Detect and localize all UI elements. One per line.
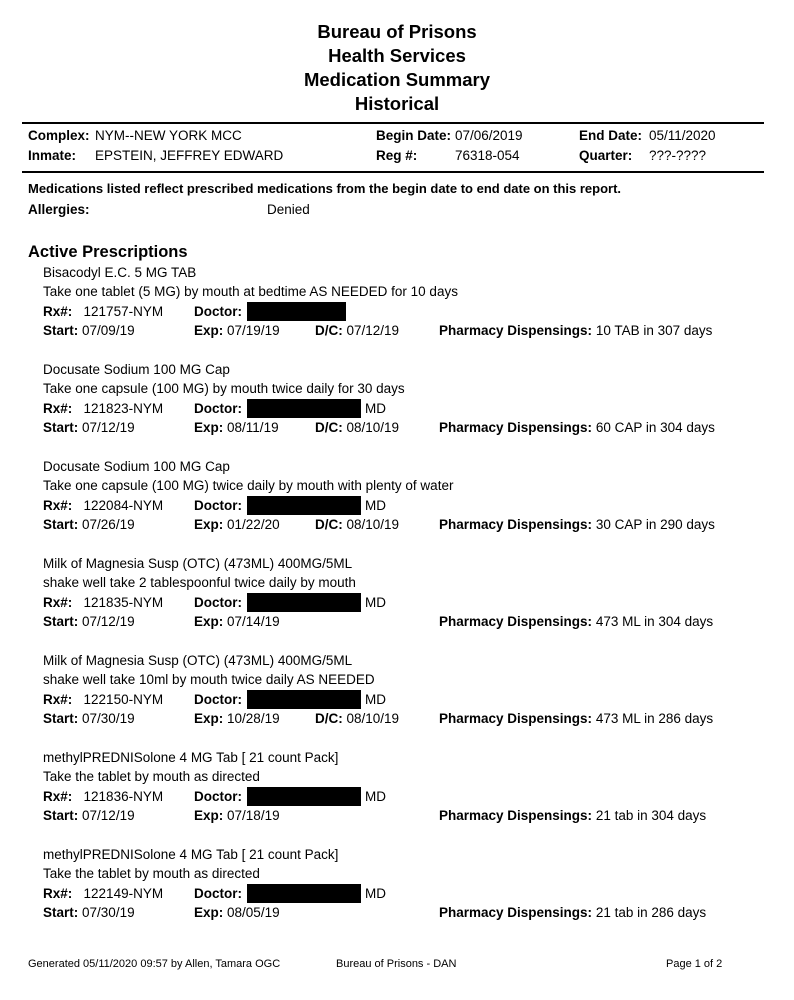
doctor-label: Doctor:: [194, 304, 242, 319]
footer-center: Bureau of Prisons - DAN: [336, 958, 457, 970]
medication-name: Milk of Magnesia Susp (OTC) (473ML) 400MG/5ML: [43, 556, 353, 571]
dispensings-label: Pharmacy Dispensings:: [439, 808, 593, 823]
prescription-entry: [0, 459, 794, 555]
rx-number: 121836-NYM: [83, 789, 164, 804]
start-date: 07/12/19: [82, 808, 135, 823]
exp-label: Exp:: [194, 614, 224, 629]
rx-label: Rx#:: [43, 401, 73, 416]
begin-date-value: 07/06/2019: [455, 128, 523, 143]
rx-number: 121757-NYM: [83, 304, 164, 319]
start-date: 07/30/19: [82, 711, 135, 726]
footer-page-number: Page 1 of 2: [666, 958, 723, 970]
medication-instructions: Take one capsule (100 MG) twice daily by mouth with plenty of water: [43, 478, 454, 493]
title-line-1: Bureau of Prisons: [317, 21, 477, 42]
footer-generated: Generated 05/11/2020 09:57 by Allen, Tamara OGC: [28, 958, 281, 970]
start-date: 07/09/19: [82, 323, 135, 338]
quarter-value: ???-????: [649, 148, 707, 163]
prescription-entry: [0, 750, 794, 846]
doctor-name-redaction: [247, 787, 361, 806]
exp-date: 01/22/20: [227, 517, 280, 532]
start-date: 07/12/19: [82, 614, 135, 629]
dispensings-value: 60 CAP in 304 days: [595, 420, 715, 435]
report-notice: Medications listed reflect prescribed medications from the begin date to end date on this report.: [28, 181, 622, 196]
doctor-credential: MD: [365, 595, 386, 610]
doctor-name-redaction: [247, 399, 361, 418]
dc-date: 08/10/19: [346, 711, 400, 726]
doctor-name-redaction: [247, 496, 361, 515]
dispensings-label: Pharmacy Dispensings:: [439, 711, 593, 726]
dc-label: D/C:: [315, 711, 343, 726]
start-label: Start:: [43, 420, 79, 435]
dispensings-label: Pharmacy Dispensings:: [439, 420, 593, 435]
rx-label: Rx#:: [43, 789, 73, 804]
start-label: Start:: [43, 711, 79, 726]
exp-label: Exp:: [194, 808, 224, 823]
medication-instructions: shake well take 2 tablespoonful twice daily by mouth: [43, 575, 356, 590]
start-label: Start:: [43, 323, 79, 338]
rx-label: Rx#:: [43, 304, 73, 319]
dc-date: 07/12/19: [346, 323, 400, 338]
end-date-label: End Date:: [579, 128, 643, 143]
allergies-value: Denied: [267, 202, 310, 217]
rx-label: Rx#:: [43, 498, 73, 513]
medication-instructions: Take one capsule (100 MG) by mouth twice daily for 30 days: [43, 381, 405, 396]
start-label: Start:: [43, 808, 79, 823]
doctor-credential: MD: [365, 886, 386, 901]
inmate-label: Inmate:: [28, 148, 77, 163]
doctor-label: Doctor:: [194, 595, 242, 610]
complex-value: NYM--NEW YORK MCC: [95, 128, 242, 143]
exp-label: Exp:: [194, 905, 224, 920]
prescription-entry: [0, 653, 794, 749]
doctor-name-redaction: [247, 302, 346, 321]
section-title-active-prescriptions: Active Prescriptions: [28, 243, 188, 261]
prescription-entry: [0, 265, 794, 361]
exp-date: 07/14/19: [227, 614, 280, 629]
exp-date: 08/05/19: [227, 905, 280, 920]
start-date: 07/26/19: [82, 517, 135, 532]
rx-number: 122084-NYM: [83, 498, 164, 513]
doctor-label: Doctor:: [194, 886, 242, 901]
medication-name: Bisacodyl E.C. 5 MG TAB: [43, 265, 197, 280]
start-date: 07/12/19: [82, 420, 135, 435]
exp-date: 08/11/19: [227, 420, 279, 435]
prescription-entry: [0, 556, 794, 652]
reg-label: Reg #:: [376, 148, 418, 163]
rx-number: 122149-NYM: [83, 886, 164, 901]
rx-label: Rx#:: [43, 886, 73, 901]
exp-label: Exp:: [194, 517, 224, 532]
title-line-2: Health Services: [328, 45, 466, 66]
doctor-credential: MD: [365, 789, 386, 804]
title-line-3: Medication Summary: [303, 69, 491, 90]
rx-number: 121835-NYM: [83, 595, 164, 610]
dispensings-value: 21 tab in 304 days: [595, 808, 707, 823]
dc-label: D/C:: [315, 420, 343, 435]
dispensings-label: Pharmacy Dispensings:: [439, 323, 593, 338]
dc-label: D/C:: [315, 517, 343, 532]
dispensings-value: 473 ML in 304 days: [595, 614, 714, 629]
exp-date: 07/19/19: [227, 323, 280, 338]
end-date-value: 05/11/2020: [649, 128, 716, 143]
medication-name: Milk of Magnesia Susp (OTC) (473ML) 400MG/5ML: [43, 653, 353, 668]
dispensings-value: 21 tab in 286 days: [595, 905, 707, 920]
medication-name: methylPREDNISolone 4 MG Tab [ 21 count Pack]: [43, 750, 339, 765]
rx-label: Rx#:: [43, 692, 73, 707]
prescription-entry: [0, 362, 794, 458]
exp-date: 10/28/19: [227, 711, 280, 726]
complex-label: Complex:: [28, 128, 90, 143]
rx-number: 122150-NYM: [83, 692, 164, 707]
dispensings-value: 30 CAP in 290 days: [595, 517, 715, 532]
doctor-label: Doctor:: [194, 401, 242, 416]
rx-label: Rx#:: [43, 595, 73, 610]
doctor-name-redaction: [247, 593, 361, 612]
reg-value: 76318-054: [455, 148, 520, 163]
doctor-credential: MD: [365, 692, 386, 707]
dc-date: 08/10/19: [346, 420, 400, 435]
dispensings-label: Pharmacy Dispensings:: [439, 517, 593, 532]
doctor-name-redaction: [247, 690, 361, 709]
medication-name: methylPREDNISolone 4 MG Tab [ 21 count Pack]: [43, 847, 339, 862]
medication-name: Docusate Sodium 100 MG Cap: [43, 459, 230, 474]
dispensings-value: 473 ML in 286 days: [595, 711, 714, 726]
start-label: Start:: [43, 905, 79, 920]
dc-label: D/C:: [315, 323, 343, 338]
dispensings-label: Pharmacy Dispensings:: [439, 614, 593, 629]
doctor-label: Doctor:: [194, 498, 242, 513]
medication-instructions: Take the tablet by mouth as directed: [43, 769, 260, 784]
exp-label: Exp:: [194, 711, 224, 726]
start-label: Start:: [43, 614, 79, 629]
doctor-credential: MD: [365, 498, 386, 513]
allergies-label: Allergies:: [28, 202, 90, 217]
medication-instructions: shake well take 10ml by mouth twice daily AS NEEDED: [43, 672, 375, 687]
medication-instructions: Take one tablet (5 MG) by mouth at bedtime AS NEEDED for 10 days: [43, 284, 458, 299]
doctor-credential: MD: [365, 401, 386, 416]
exp-label: Exp:: [194, 323, 224, 338]
doctor-label: Doctor:: [194, 692, 242, 707]
header-rule-bottom: [22, 171, 764, 173]
exp-date: 07/18/19: [227, 808, 280, 823]
quarter-label: Quarter:: [579, 148, 633, 163]
header-rule-top: [22, 122, 764, 124]
doctor-label: Doctor:: [194, 789, 242, 804]
inmate-value: EPSTEIN, JEFFREY EDWARD: [95, 148, 284, 163]
rx-number: 121823-NYM: [83, 401, 164, 416]
dc-date: 08/10/19: [346, 517, 400, 532]
start-label: Start:: [43, 517, 79, 532]
start-date: 07/30/19: [82, 905, 135, 920]
begin-date-label: Begin Date:: [376, 128, 452, 143]
medication-instructions: Take the tablet by mouth as directed: [43, 866, 260, 881]
exp-label: Exp:: [194, 420, 224, 435]
medication-name: Docusate Sodium 100 MG Cap: [43, 362, 230, 377]
report-title: [0, 20, 794, 116]
dispensings-label: Pharmacy Dispensings:: [439, 905, 593, 920]
dispensings-value: 10 TAB in 307 days: [595, 323, 713, 338]
prescription-entry: [0, 847, 794, 943]
title-line-4: Historical: [354, 93, 440, 114]
doctor-name-redaction: [247, 884, 361, 903]
